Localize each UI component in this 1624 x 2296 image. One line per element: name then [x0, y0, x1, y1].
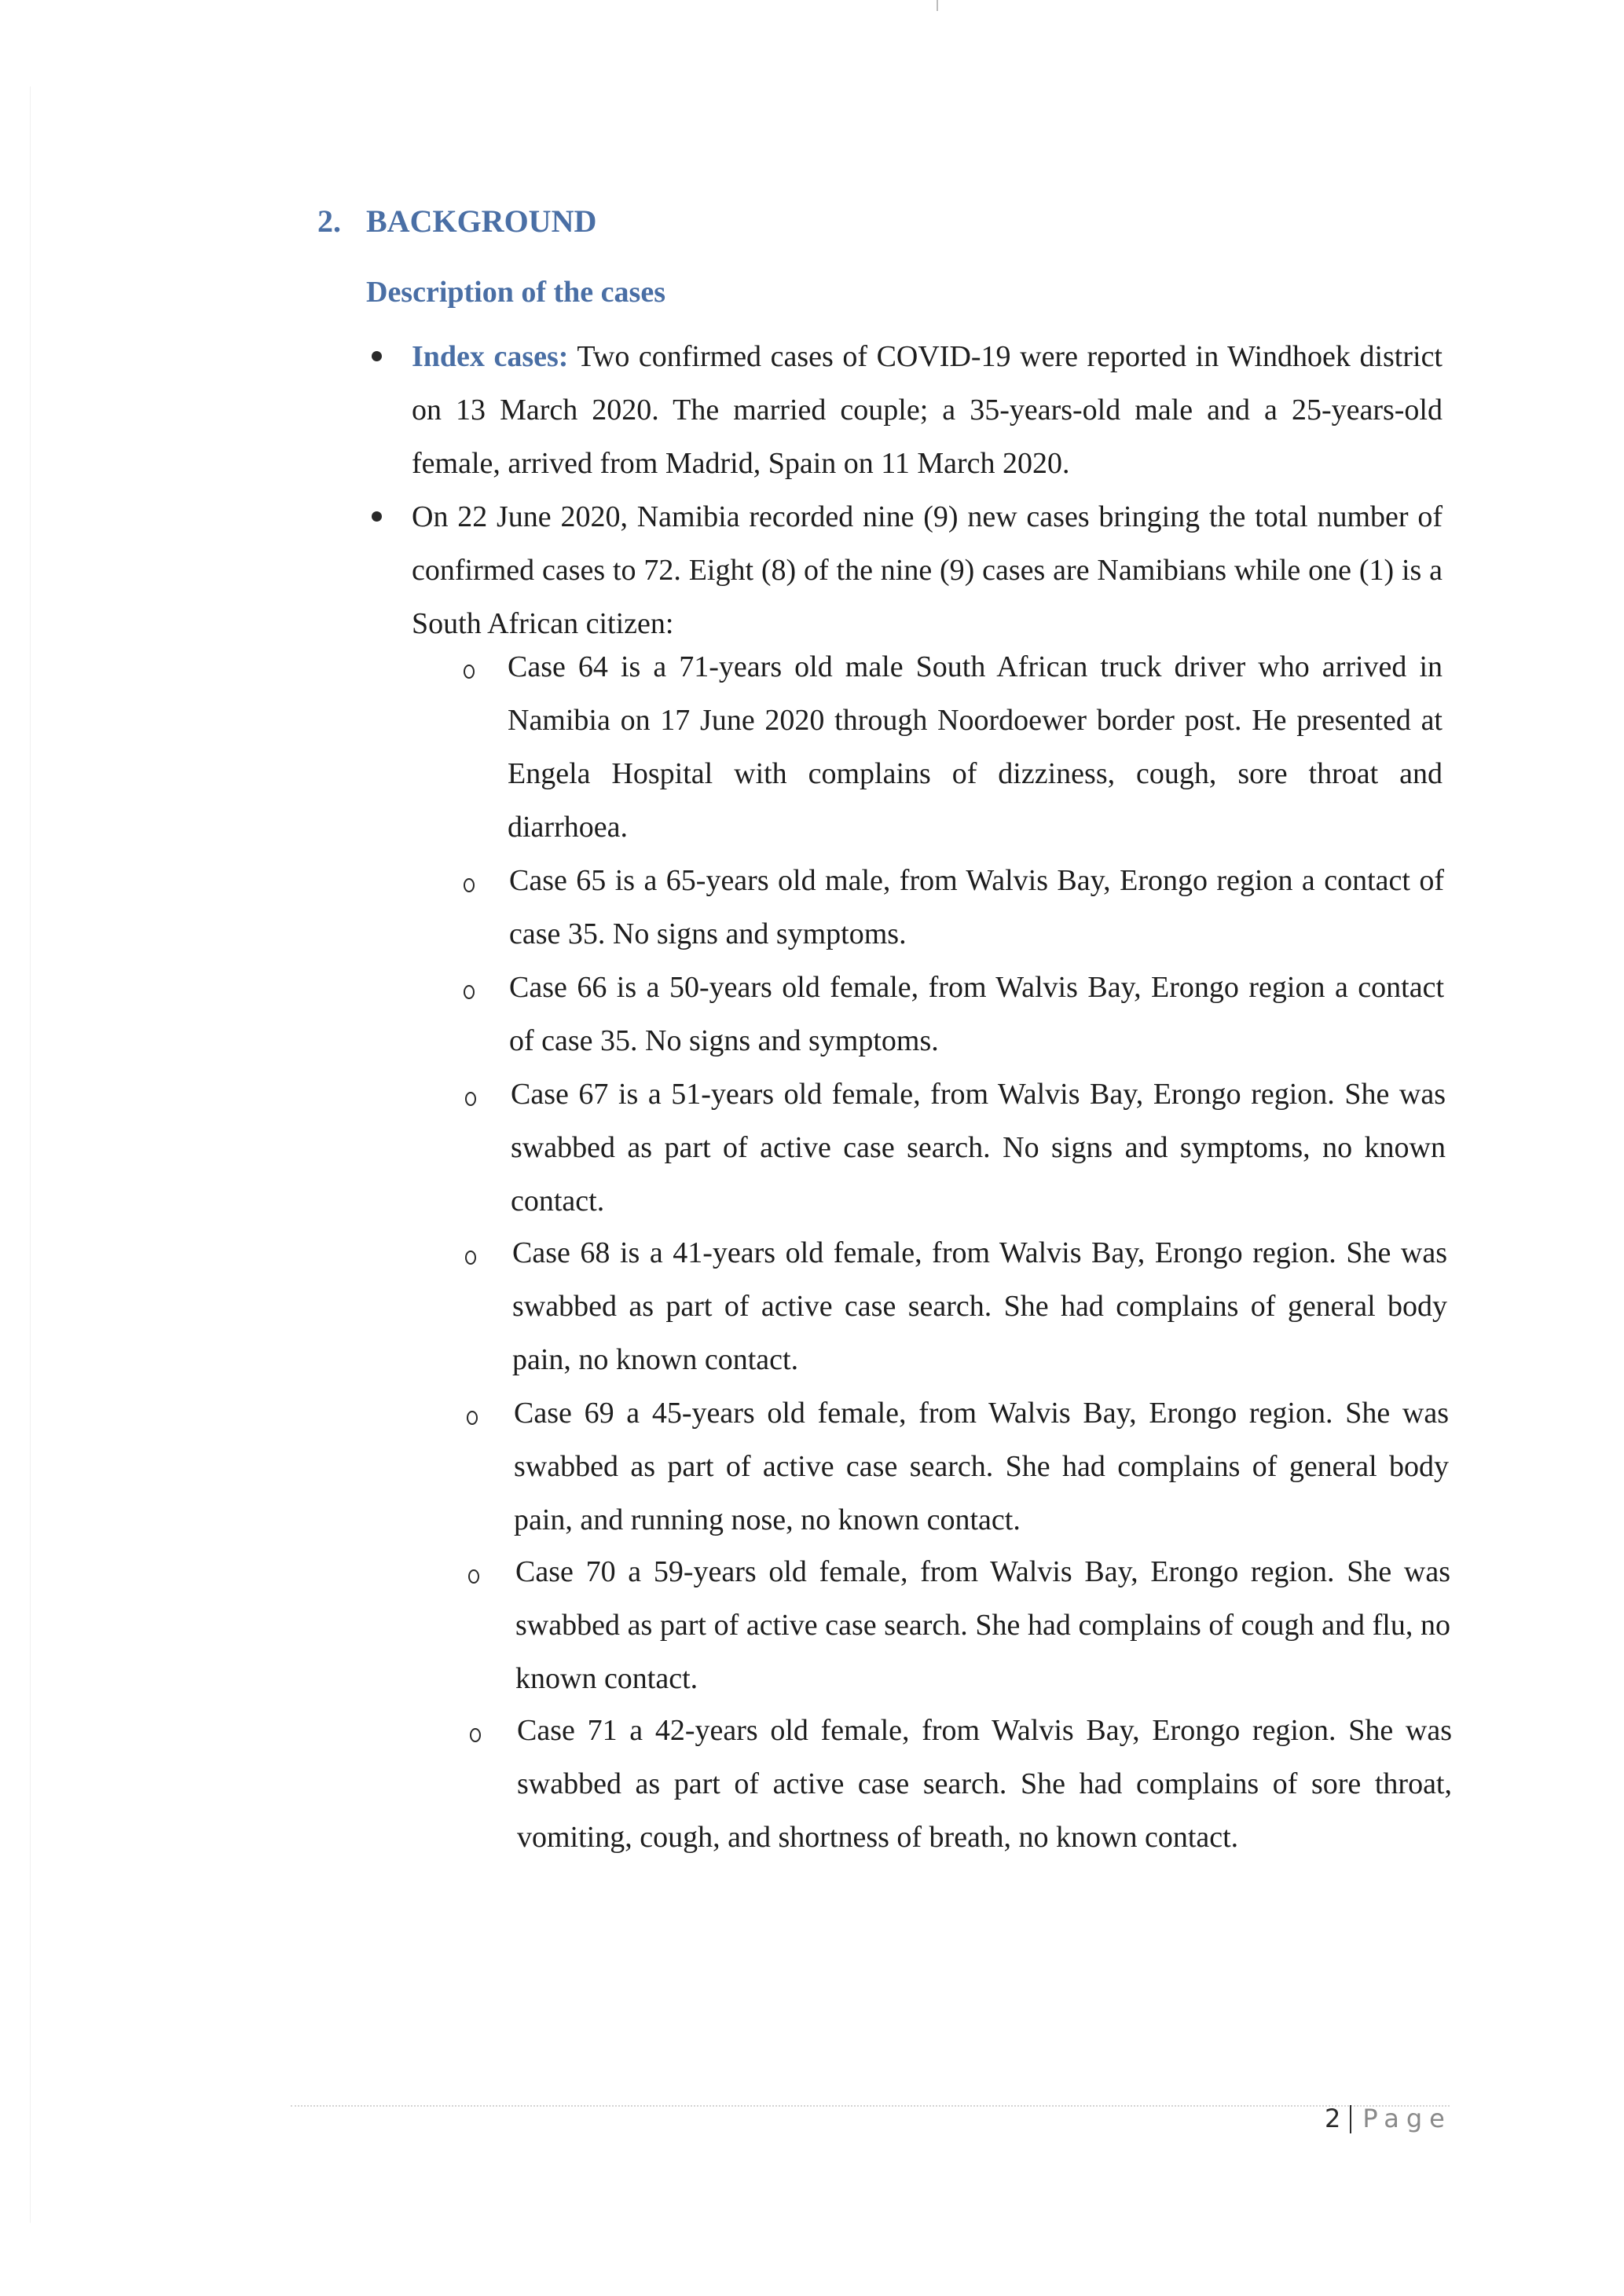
scan-edge — [30, 86, 31, 2223]
circle-bullet-icon — [465, 1251, 476, 1265]
page-separator — [1350, 2105, 1351, 2133]
case-item: Case 64 is a 71-years old male South African truck driver who arrived in Namibia on 17 June 2020 through Noordoewer border post. He presented at Engela Hospital with complains of dizziness, cough, sore throat and diarrhoea. — [508, 650, 1443, 844]
case-item: Case 68 is a 41-years old female, from Walvis Bay, Erongo region. She was swabbed as part of active case search. She had complains of general body pain, no known contact. — [512, 1236, 1447, 1376]
case-item: Case 69 a 45-years old female, from Walvis Bay, Erongo region. She was swabbed as part of active case search. She had complains of general body pain, and running nose, no known contact. — [514, 1397, 1449, 1536]
section-title: BACKGROUND — [366, 203, 597, 239]
case-item: Case 67 is a 51-years old female, from Walvis Bay, Erongo region. She was swabbed as part of active case search. No signs and symptoms, no known contact. — [511, 1078, 1446, 1218]
footer-divider — [291, 2105, 1450, 2107]
circle-bullet-icon — [464, 878, 475, 892]
bullet-icon — [372, 511, 382, 522]
section-heading — [317, 203, 596, 240]
case-item: Case 71 a 42-years old female, from Walvis Bay, Erongo region. She was swabbed as part of active case search. She had complains of sore throat, vomiting, cough, and shortness of breath, no known contact. — [517, 1714, 1452, 1854]
circle-bullet-icon — [464, 665, 475, 679]
circle-bullet-icon — [470, 1728, 481, 1742]
section-number: 2. — [317, 203, 341, 239]
case-item: Case 70 a 59-years old female, from Walvis Bay, Erongo region. She was swabbed as part of active case search. She had complains of cough and flu, no known contact. — [515, 1555, 1450, 1695]
index-cases-label: Index cases: — [412, 340, 569, 373]
case-item: Case 65 is a 65-years old male, from Walvis Bay, Erongo region a contact of case 35. No signs and symptoms. — [509, 864, 1444, 950]
page-number — [1325, 2104, 1452, 2133]
bullet-new-cases: On 22 June 2020, Namibia recorded nine (9) new cases bringing the total number of confirmed cases to 72. Eight (8) of the nine (9) cases are Namibians while one (1) is a South African citizen: — [412, 500, 1443, 640]
scan-mark — [937, 0, 938, 11]
circle-bullet-icon — [465, 1092, 476, 1106]
bullet-index-cases — [412, 330, 1443, 490]
index-cases-text: Two confirmed cases of COVID-19 were reported in Windhoek district on 13 March 2020. The married couple; a 35-years-old male and a 25-years-old female, arrived from Madrid, Spain on 11 March 2020. — [412, 340, 1443, 480]
circle-bullet-icon — [464, 985, 475, 999]
section-subtitle: Description of the cases — [366, 276, 665, 309]
circle-bullet-icon — [467, 1411, 478, 1425]
circle-bullet-icon — [468, 1569, 479, 1584]
page-label: Page — [1362, 2104, 1452, 2133]
case-item: Case 66 is a 50-years old female, from Walvis Bay, Erongo region a contact of case 35. No signs and symptoms. — [509, 971, 1444, 1057]
page-number-value: 2 — [1325, 2104, 1341, 2133]
bullet-icon — [372, 351, 382, 361]
